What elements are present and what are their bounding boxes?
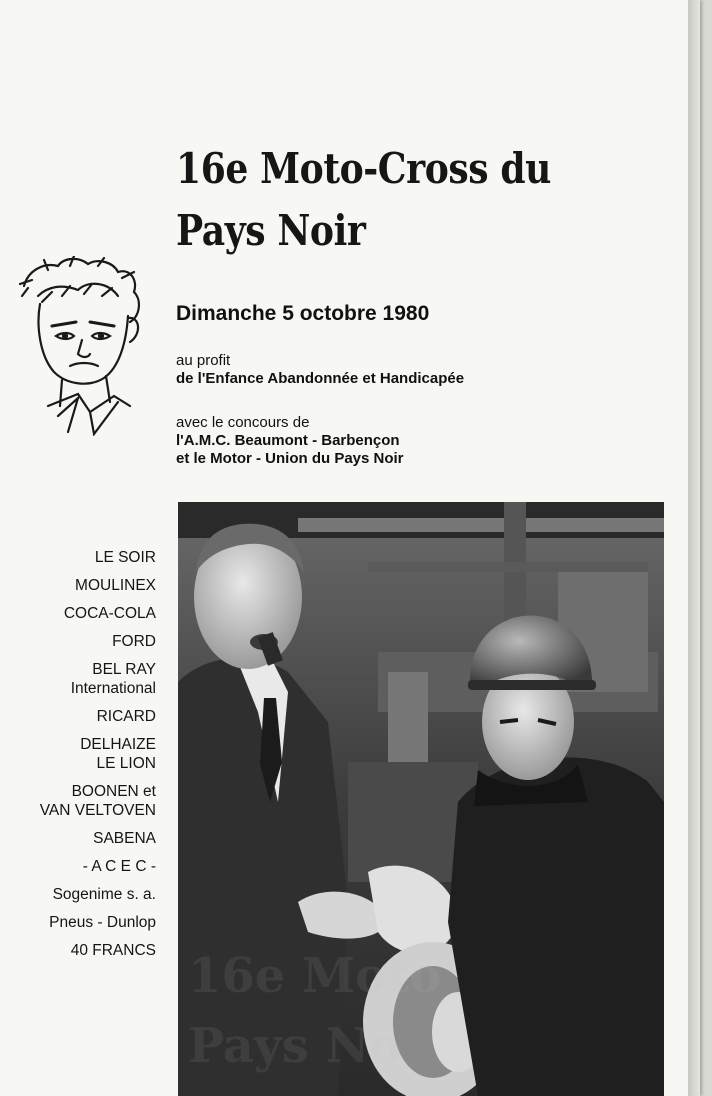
boy-sketch-illustration (18, 256, 148, 436)
sponsor-list (40, 548, 156, 969)
sponsor-line: DELHAIZE (80, 736, 156, 753)
profit-note (176, 352, 464, 388)
sponsor-item (40, 660, 156, 698)
sponsor-item (40, 782, 156, 820)
sponsor-item (40, 885, 156, 904)
event-title (176, 138, 551, 262)
event-date: Dimanche 5 octobre 1980 (176, 302, 430, 325)
sponsor-line: Pneus - Dunlop (49, 914, 156, 931)
sponsor-line: - A C E C - (82, 858, 156, 875)
rider-photo (178, 502, 664, 1096)
sponsor-line: International (70, 680, 156, 697)
sponsor-line: MOULINEX (75, 577, 156, 594)
price-label: 40 FRANCS (70, 942, 156, 959)
concours-note (176, 414, 404, 468)
sponsor-line: COCA-COLA (63, 605, 156, 622)
sponsor-line: VAN VELTOVEN (39, 802, 156, 819)
sponsor-line: SABENA (93, 830, 156, 847)
sponsor-line: LE SOIR (94, 549, 156, 566)
price (40, 941, 156, 960)
sponsor-line: Sogenime s. a. (52, 886, 156, 903)
svg-text:16e Moto: 16e Moto (188, 948, 442, 1004)
profit-line-1: au profit (176, 352, 231, 369)
sponsor-item (40, 604, 156, 623)
title-line-1: 16e Moto-Cross du (176, 144, 551, 193)
concours-line-2: l'A.M.C. Beaumont - Barbençon (176, 432, 400, 449)
sponsor-item (40, 913, 156, 932)
sponsor-item (40, 857, 156, 876)
sponsor-line: LE LION (96, 755, 156, 772)
sponsor-line: RICARD (96, 708, 156, 725)
concours-line-1: avec le concours de (176, 414, 310, 431)
sponsor-item (40, 548, 156, 567)
svg-text:Pays No: Pays No (188, 1018, 402, 1074)
sponsor-item (40, 735, 156, 773)
title-line-2: Pays Noir (176, 206, 366, 255)
page-edge (688, 0, 700, 1096)
concours-line-3: et le Motor - Union du Pays Noir (176, 450, 404, 467)
sponsor-line: FORD (112, 633, 156, 650)
sponsor-item (40, 707, 156, 726)
sponsor-line: BOONEN et (71, 783, 156, 800)
sponsor-item (40, 632, 156, 651)
sponsor-line: BEL RAY (92, 661, 156, 678)
sponsor-item (40, 576, 156, 595)
sponsor-item (40, 829, 156, 848)
profit-line-2: de l'Enfance Abandonnée et Handicapée (176, 370, 465, 387)
